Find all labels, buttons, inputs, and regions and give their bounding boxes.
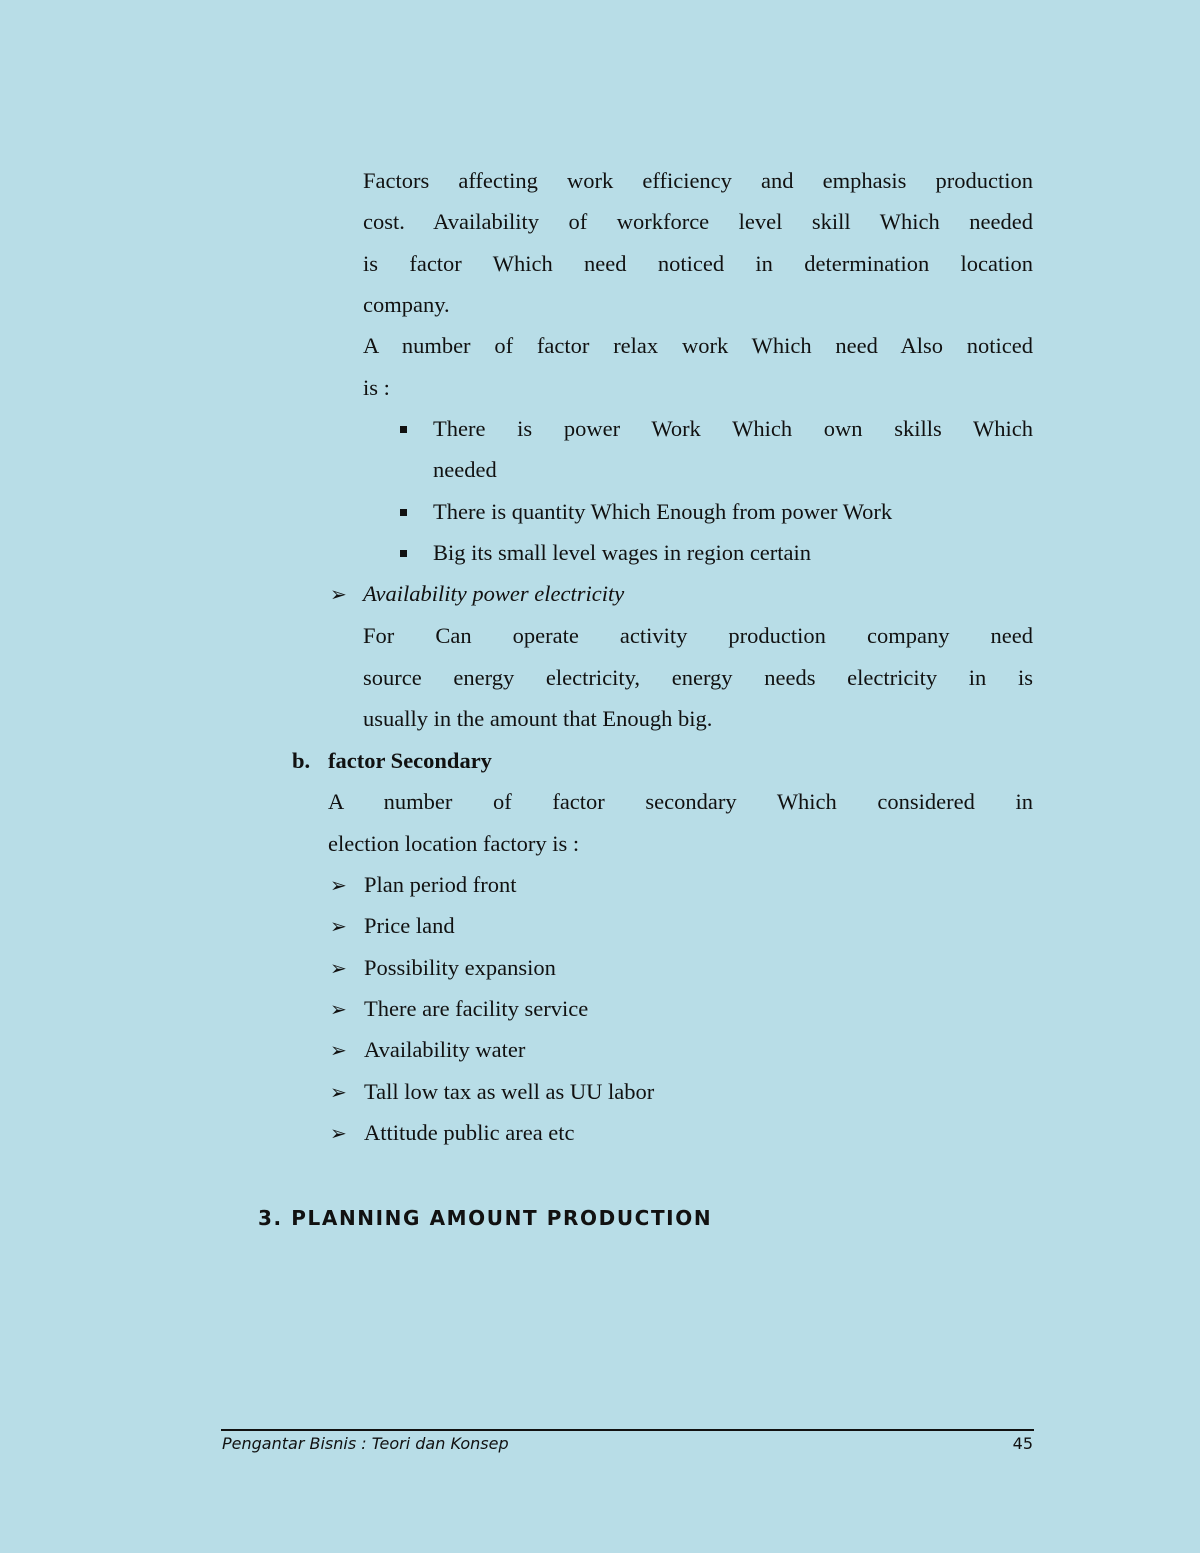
list-item: There is power Work Which own skills Which [433, 416, 1033, 441]
text-line: source energy electricity, energy needs electricity in is [363, 665, 1033, 690]
section-title: factor Secondary [328, 748, 492, 773]
arrow-bullet-icon: ➢ [330, 1121, 347, 1145]
square-bullet-icon [400, 550, 407, 557]
arrow-bullet-icon: ➢ [330, 1038, 347, 1062]
text-line: company. [363, 292, 450, 317]
arrow-bullet-icon: ➢ [330, 956, 347, 980]
list-item: Attitude public area etc [364, 1120, 575, 1145]
text-line: For Can operate activity production company need [363, 623, 1033, 648]
list-item: Possibility expansion [364, 955, 556, 980]
list-item: Availability water [364, 1037, 526, 1062]
page-number: 45 [1012, 1434, 1033, 1453]
text-line: usually in the amount that Enough big. [363, 706, 713, 731]
text-line: cost. Availability of workforce level skill Which needed [363, 209, 1033, 234]
text-line: Factors affecting work efficiency and emphasis production [363, 168, 1033, 193]
text-line: is : [363, 375, 390, 400]
list-item: There is quantity Which Enough from power Work [433, 499, 893, 524]
arrow-bullet-icon: ➢ [330, 914, 347, 938]
electricity-heading: Availability power electricity [363, 581, 625, 606]
text-line: A number of factor secondary Which considered in [328, 789, 1033, 814]
section-3-heading: 3. PLANNING AMOUNT PRODUCTION [258, 1206, 713, 1230]
list-item: Plan period front [364, 872, 517, 897]
section-marker: b. [292, 748, 311, 773]
arrow-bullet-icon: ➢ [330, 1080, 347, 1104]
square-bullet-icon [400, 509, 407, 516]
text-line: is factor Which need noticed in determination location [363, 251, 1033, 276]
arrow-bullet-icon: ➢ [330, 873, 347, 897]
arrow-bullet-icon: ➢ [330, 582, 347, 606]
arrow-bullet-icon: ➢ [330, 997, 347, 1021]
list-item: Price land [364, 913, 455, 938]
text-line: election location factory is : [328, 831, 580, 856]
square-bullet-icon [400, 426, 407, 433]
footer-divider [221, 1429, 1034, 1431]
footer-book-title: Pengantar Bisnis : Teori dan Konsep [222, 1434, 509, 1453]
text-line: A number of factor relax work Which need Also noticed [363, 333, 1033, 358]
list-item: There are facility service [364, 996, 589, 1021]
list-item: Tall low tax as well as UU labor [364, 1079, 655, 1104]
list-item: Big its small level wages in region certain [433, 540, 812, 565]
list-item-continuation: needed [433, 457, 497, 482]
